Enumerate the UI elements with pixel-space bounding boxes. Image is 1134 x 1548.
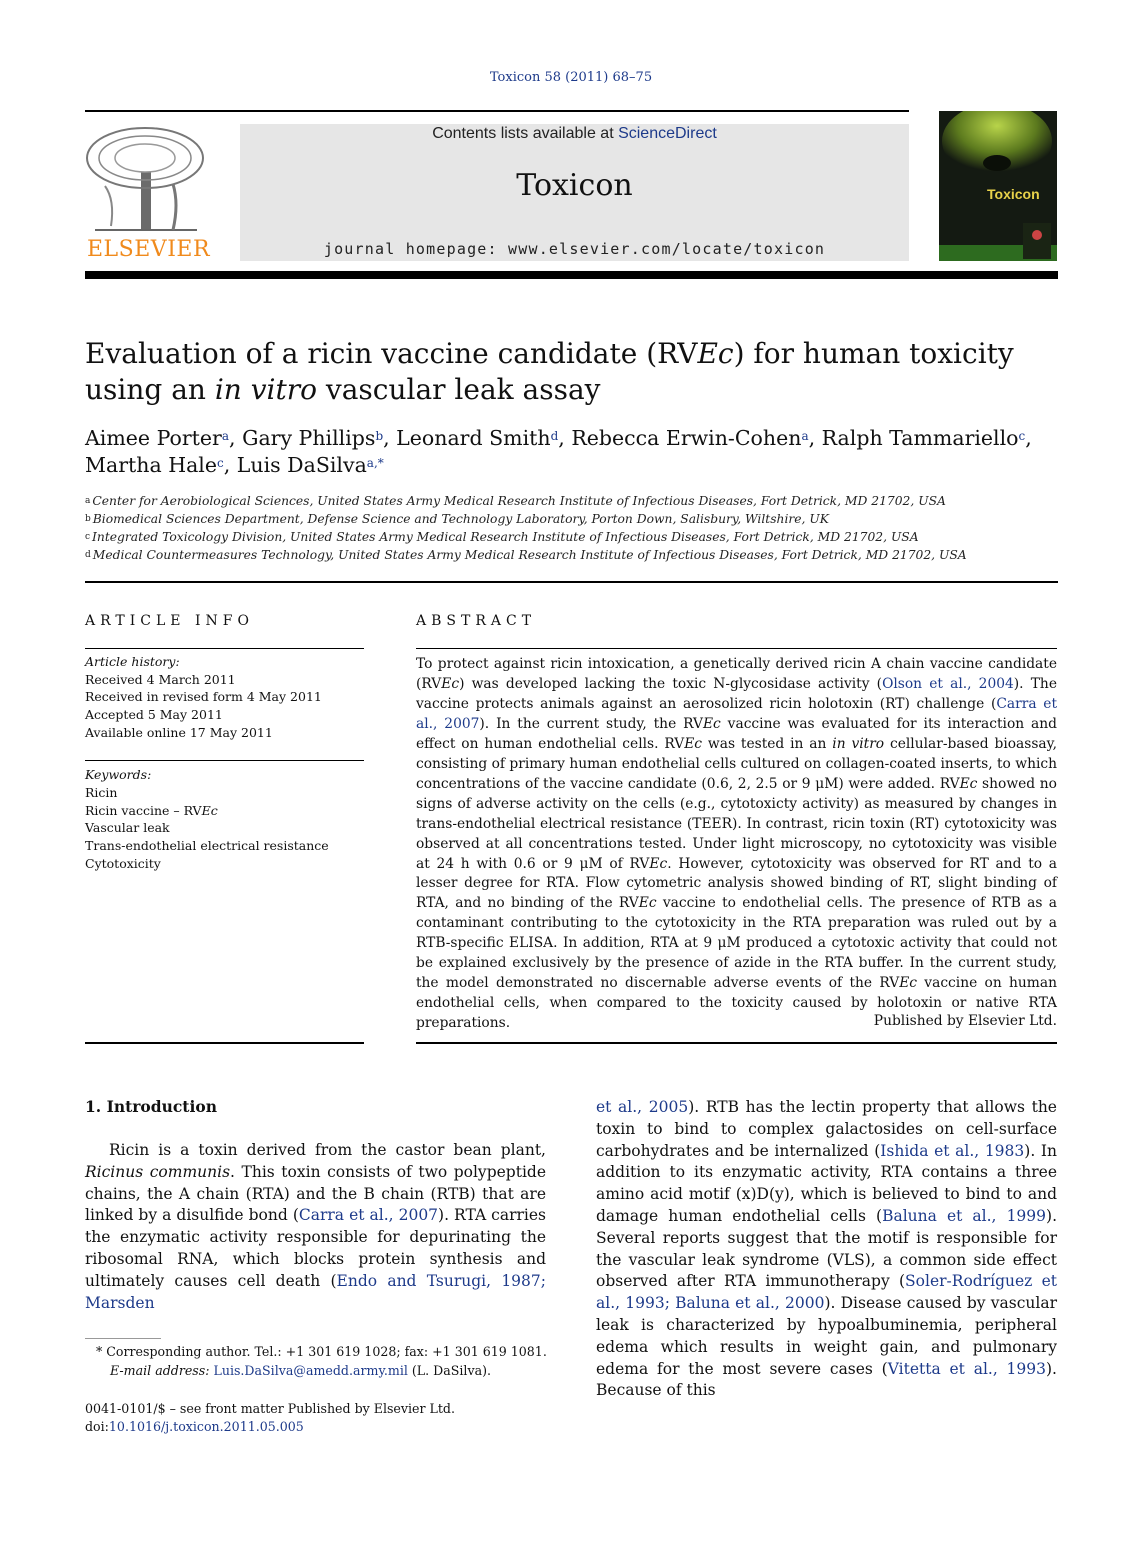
- article-history: [85, 653, 365, 742]
- abstract-span: ) was developed lacking the toxic N-glycosidase activity (: [459, 675, 883, 692]
- keywords-label: Keywords:: [85, 767, 152, 782]
- keyword-item: [85, 802, 365, 820]
- journal-citation-link[interactable]: Toxicon 58 (2011) 68–75: [489, 70, 653, 85]
- footnote-text: Corresponding author. Tel.: +1 301 619 1028; fax: +1 301 619 1081.: [102, 1344, 547, 1359]
- abstract-span: showed no signs of adverse activity on the cells (e.g., cytotoxicty activity) as measured by changes in trans-endothelial electrical resistance (TEER). In contrast, ricin toxin (RT) cytotoxicity was observed at all concentrations tested. Under light microscopy, no cytotoxicity was visible at 24 h with 0.6 or 9 μM of RV: [416, 775, 1057, 872]
- author-name[interactable]: Gary Phillips: [242, 426, 376, 450]
- abstract-span: cellular-based bioassay, consisting of primary human endothelial cells cultured on collagen-coated inserts, to which concentrations of the vaccine candidate (0.6, 2, 2.5 or 9 μM) were added. RV: [416, 735, 1057, 792]
- keyword-text: Ricin vaccine – RV: [85, 802, 202, 818]
- affiliation-item: [85, 510, 1065, 528]
- elsevier-wordmark: ELSEVIER: [87, 237, 211, 262]
- affiliation-item: [85, 528, 1065, 546]
- intro-paragraph-continued: [596, 1097, 1057, 1402]
- intro-span: ). Because of this: [596, 1359, 1057, 1400]
- title-part-italic: Ec: [697, 337, 734, 370]
- affiliation-item: [85, 492, 1065, 510]
- footnote-line: [96, 1342, 566, 1361]
- affiliation-marker[interactable]: c: [216, 456, 224, 470]
- email-suffix: (L. DaSilva).: [407, 1363, 492, 1378]
- article-title: [85, 336, 1065, 408]
- author-list: Aimee Porter$^a$, Gary Phillips$^b$, Leonard Smith$^d$, Rebecca Erwin-Cohen$^a$, Ralph Tammariello$^c$, Martha Hale$^c$, Luis DaSilva$^{a,*}$: [85, 426, 1032, 477]
- reference-link[interactable]: Carra et al., 2007: [298, 1206, 439, 1225]
- abstract-span: was tested in an: [702, 735, 833, 752]
- affiliation-text: Medical Countermeasures Technology, United States Army Medical Research Institute of Infectious Diseases, Fort Detrick, MD 21702, USA: [92, 548, 967, 562]
- masthead-thick-rule: [85, 271, 1058, 279]
- reference-link[interactable]: Ishida et al., 1983: [880, 1141, 1025, 1160]
- history-item: Received in revised form 4 May 2011: [85, 689, 322, 705]
- article-info-heading: ARTICLE INFO: [85, 613, 254, 629]
- intro-span: ). In addition to its enzymatic activity, RTA contains a three amino acid motif (x)D(y), which is believed to bind to and damage human endothelial cells (: [596, 1141, 1057, 1225]
- author-name[interactable]: Ralph Tammariello: [821, 426, 1019, 450]
- reference-link[interactable]: Vitetta et al., 1993: [887, 1359, 1046, 1378]
- abstract-bottom-rule: [416, 1042, 1057, 1044]
- footnote-rule: [85, 1338, 161, 1339]
- doi-link[interactable]: 10.1016/j.toxicon.2011.05.005: [108, 1419, 304, 1434]
- elsevier-logo: [85, 124, 210, 262]
- author-name[interactable]: Aimee Porter: [85, 426, 222, 450]
- history-item: Available online 17 May 2011: [85, 724, 273, 740]
- email-label: E-mail address:: [110, 1363, 214, 1378]
- footnote-marker: *: [96, 1344, 103, 1359]
- front-matter: [85, 1400, 585, 1436]
- abstract-text: [416, 655, 1057, 1034]
- abstract-italic: Ec: [959, 775, 978, 792]
- abstract-italic: Ec: [441, 675, 460, 692]
- info-rule: [85, 760, 364, 761]
- journal-name: Toxicon: [516, 168, 633, 203]
- affiliation-key: d: [85, 550, 91, 560]
- intro-span: ). RTB has the lectin property that allows the toxin to bind to complex galactosides on cell-surface carbohydrates and be internalized (: [596, 1098, 1057, 1160]
- abstract-italic: Ec: [649, 855, 668, 872]
- abstract-span: ). In the current study, the RV: [479, 715, 703, 732]
- history-label: Article history:: [85, 654, 180, 669]
- corresponding-author-footnote: [96, 1342, 566, 1380]
- abstract-italic: Ec: [638, 895, 657, 912]
- tree-icon: [85, 124, 210, 236]
- intro-paragraph: [85, 1140, 546, 1314]
- doi-label: doi:: [85, 1419, 109, 1434]
- keyword-item: Trans-endothelial electrical resistance: [85, 838, 329, 854]
- footnote-email-line: [96, 1361, 566, 1380]
- affiliation-marker[interactable]: [367, 456, 384, 470]
- author-name[interactable]: Martha Hale: [85, 453, 217, 477]
- affiliation-marker[interactable]: d: [550, 429, 559, 443]
- issn-line: 0041-0101/$ – see front matter Published by Elsevier Ltd.: [85, 1401, 455, 1416]
- doi-line: [85, 1418, 585, 1436]
- title-part: ) for human toxicity using an: [85, 337, 1014, 406]
- keyword-item: Vascular leak: [85, 820, 170, 836]
- sciencedirect-link[interactable]: ScienceDirect: [618, 125, 717, 142]
- keyword-list: [85, 766, 365, 873]
- author-name[interactable]: Rebecca Erwin-Cohen: [571, 426, 802, 450]
- affiliation-item: [85, 546, 1065, 564]
- published-by-line: Published by Elsevier Ltd.: [873, 1013, 1057, 1029]
- abstract-italic: Ec: [702, 715, 721, 732]
- corresponding-author-marker[interactable]: *: [377, 456, 384, 470]
- abstract-span: vaccine was evaluated for its interaction and effect on human endothelial cells. RV: [416, 715, 1057, 752]
- keyword-item: Cytotoxicity: [85, 855, 161, 871]
- abstract-italic: Ec: [899, 975, 918, 992]
- affiliation-marker[interactable]: c: [1018, 429, 1026, 443]
- info-rule: [85, 648, 364, 649]
- species-name: Ricinus communis: [85, 1162, 231, 1181]
- title-part: vascular leak assay: [317, 373, 601, 406]
- title-part: Evaluation of a ricin vaccine candidate (RV: [85, 337, 698, 370]
- email-link[interactable]: Luis.DaSilva@amedd.army.mil: [213, 1363, 408, 1378]
- title-part-italic: in vitro: [214, 373, 317, 406]
- reference-link[interactable]: Endo and Tsurugi, 1987; Marsden: [85, 1271, 546, 1312]
- intro-span: ). Several reports suggest that the motif is responsible for the vascular leak syndrome (VLS), a common side effect observed after RTA immunotherapy (: [596, 1206, 1057, 1291]
- reference-link[interactable]: Olson et al., 2004: [882, 675, 1014, 692]
- affiliation-key: a: [85, 496, 91, 506]
- abstract-italic: in vitro: [832, 735, 885, 752]
- abstract-span: ). The vaccine protects animals against an aerosolized ricin holotoxin (RT) challenge (: [416, 675, 1057, 712]
- reference-link[interactable]: Soler-Rodríguez et al., 1993; Baluna et al., 2000: [596, 1272, 1057, 1313]
- intro-span: Ricin is a toxin derived from the castor bean plant,: [109, 1141, 546, 1159]
- contents-line: [240, 125, 909, 143]
- abstract-span: To protect against ricin intoxication, a genetically derived ricin A chain vaccine candidate (RV: [416, 656, 1057, 692]
- reference-link[interactable]: Baluna et al., 1999: [882, 1206, 1047, 1225]
- affiliation-key: b: [85, 514, 91, 524]
- abstract-rule: [416, 648, 1057, 649]
- affiliation-key: c: [85, 532, 91, 542]
- affiliation-key[interactable]: a,: [366, 456, 378, 470]
- section-heading-introduction: 1. Introduction: [85, 1097, 217, 1116]
- contents-prefix: Contents lists available at: [432, 125, 619, 142]
- cover-journal-title: Toxicon: [987, 186, 1040, 202]
- journal-masthead: [240, 124, 909, 261]
- journal-homepage[interactable]: journal homepage: www.elsevier.com/locate/toxicon: [323, 240, 826, 258]
- history-item: Received 4 March 2011: [85, 671, 236, 687]
- abstract-heading: ABSTRACT: [416, 613, 537, 629]
- affiliation-marker[interactable]: b: [375, 429, 384, 443]
- intro-span: ). Disease caused by vascular leak is characterized by hypoalbuminemia, peripheral edema which results in weight gain, and pulmonary edema for the most severe cases (: [596, 1294, 1057, 1378]
- abstract-span: vaccine to endothelial cells. The presence of RTB as a contaminant contributing to the cytotoxicity in the RTA preparation was ruled out by a RTB-specific ELISA. In addition, RTA at 9 μM produced a cytotoxic activity that could not be explained exclusively by the presence of azide in the RTA buffer. In the current study, the model demonstrated no discernable adverse events of the RV: [416, 895, 1058, 992]
- header-rule: [85, 110, 909, 112]
- journal-cover-image: [939, 111, 1057, 261]
- author-name[interactable]: Leonard Smith: [396, 426, 551, 450]
- abstract-span: . However, cytotoxicity was observed for RT and to a lesser degree for RTA. Flow cytometric analysis showed binding of RT, slight binding of RTA, and no binding of the RV: [416, 855, 1058, 912]
- history-item: Accepted 5 May 2011: [85, 707, 223, 723]
- abstract-italic: Ec: [684, 735, 703, 752]
- info-bottom-rule: [85, 1042, 364, 1044]
- affiliation-text: Integrated Toxicology Division, United States Army Medical Research Institute of Infectious Diseases, Fort Detrick, MD 21702, USA: [92, 530, 919, 544]
- reference-link[interactable]: Carra et al., 2007: [416, 695, 1057, 732]
- affiliation-text: Biomedical Sciences Department, Defense Science and Technology Laboratory, Porton Down, Salisbury, Wiltshire, UK: [92, 512, 829, 526]
- intro-span: ). RTA carries the enzymatic activity responsible for depurinating the ribosomal RNA, which blocks protein synthesis and ultimately causes cell death (: [85, 1206, 546, 1290]
- affiliation-marker[interactable]: a: [801, 429, 809, 443]
- abstract-span: vaccine on human endothelial cells, when compared to the toxicity caused by holotoxin or native RTA preparations.: [416, 975, 1057, 1032]
- keyword-item: Ricin: [85, 784, 118, 800]
- affiliation-marker[interactable]: a: [221, 429, 230, 443]
- affiliation-list: [85, 492, 1065, 564]
- section-divider: [85, 581, 1058, 583]
- author-name[interactable]: Luis DaSilva: [236, 453, 367, 477]
- keyword-text-italic: Ec: [201, 802, 218, 818]
- intro-span: . This toxin consists of two polypeptide chains, the A chain (RTA) and the B chain (RTB) that are linked by a disulfide bond (: [85, 1162, 546, 1225]
- reference-link[interactable]: et al., 2005: [596, 1098, 689, 1116]
- affiliation-text: Center for Aerobiological Sciences, United States Army Medical Research Institute of Infectious Diseases, Fort Detrick, MD 21702, USA: [92, 494, 946, 508]
